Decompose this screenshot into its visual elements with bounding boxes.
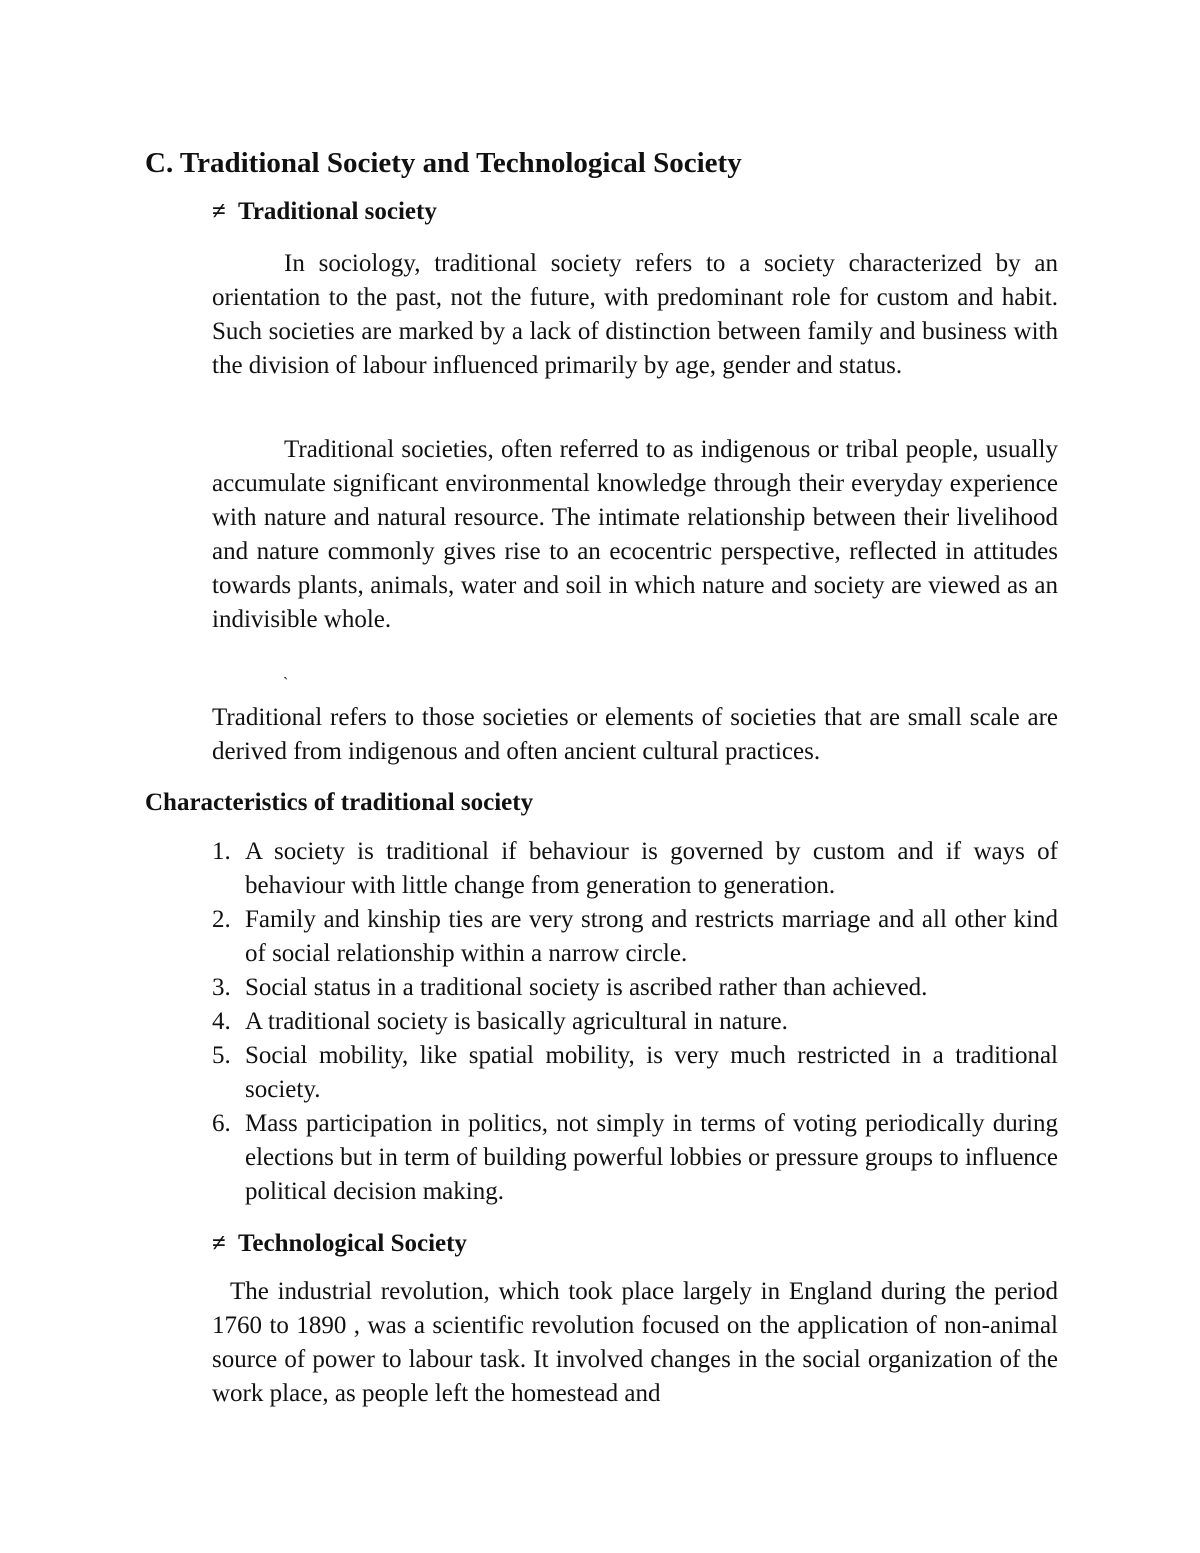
list-item-number: 3. (212, 974, 231, 1001)
section-heading-traditional (212, 195, 437, 229)
list-item (212, 1005, 1058, 1039)
list-item-text: Social mobility, like spatial mobility, is very much restricted in a traditional society. (245, 1042, 1058, 1103)
list-item (212, 1039, 1058, 1107)
stray-mark: ˏ (283, 663, 289, 680)
list-item-number: 5. (212, 1042, 231, 1069)
list-item (212, 903, 1058, 971)
list-item-number: 6. (212, 1110, 231, 1137)
section-heading-label: Technological Society (238, 1230, 467, 1257)
characteristics-heading: Characteristics of traditional society (145, 789, 534, 816)
list-item (212, 971, 1058, 1005)
paragraph-traditional-scale: Traditional refers to those societies or elements of societies that are small scale are derived from indigenous and often ancient cultural practices. (212, 704, 1058, 765)
list-item-text: Social status in a traditional society is ascribed rather than achieved. (245, 974, 928, 1001)
not-equal-bullet-icon: ≠ (212, 198, 226, 225)
section-heading-technological (212, 1227, 467, 1261)
list-item-text: Family and kinship ties are very strong and restricts marriage and all other kind of social relationship within a narrow circle. (245, 906, 1058, 967)
section-heading-label: Traditional society (238, 198, 437, 225)
list-item-text: Mass participation in politics, not simply in terms of voting periodically during elections but in term of building powerful lobbies or pressure groups to influence political decision making. (245, 1110, 1058, 1205)
list-item-number: 1. (212, 838, 231, 865)
paragraph-traditional-definition: In sociology, traditional society refers to a society characterized by an orientation to the past, not the future, with predominant role for custom and habit. Such societies are marked by a lack of distinction between family and business with the division of labour influenced primarily by age, gender and status. (212, 250, 1058, 379)
list-item-number: 2. (212, 906, 231, 933)
list-item-text: A society is traditional if behaviour is governed by custom and if ways of behaviour with little change from generation to generation. (245, 838, 1058, 899)
list-item (212, 1107, 1058, 1209)
list-item (212, 835, 1058, 903)
page-title: C. Traditional Society and Technological Society (145, 147, 742, 179)
paragraph-traditional-knowledge: Traditional societies, often referred to as indigenous or tribal people, usually accumulate significant environmental knowledge through their everyday experience with nature and natural resource. The intimate relationship between their livelihood and nature commonly gives rise to an ecocentric perspective, reflected in attitudes towards plants, animals, water and soil in which nature and society are viewed as an indivisible whole. (212, 436, 1058, 633)
list-item-number: 4. (212, 1008, 231, 1035)
paragraph-industrial-revolution: The industrial revolution, which took place largely in England during the period 1760 to 1890 , was a scientific revolution focused on the application of non-animal source of power to labour task. It involved changes in the social organization of the work place, as people left the homestead and (212, 1278, 1058, 1407)
characteristics-list (212, 835, 1058, 1209)
not-equal-bullet-icon: ≠ (212, 1230, 226, 1257)
list-item-text: A traditional society is basically agricultural in nature. (245, 1008, 788, 1035)
